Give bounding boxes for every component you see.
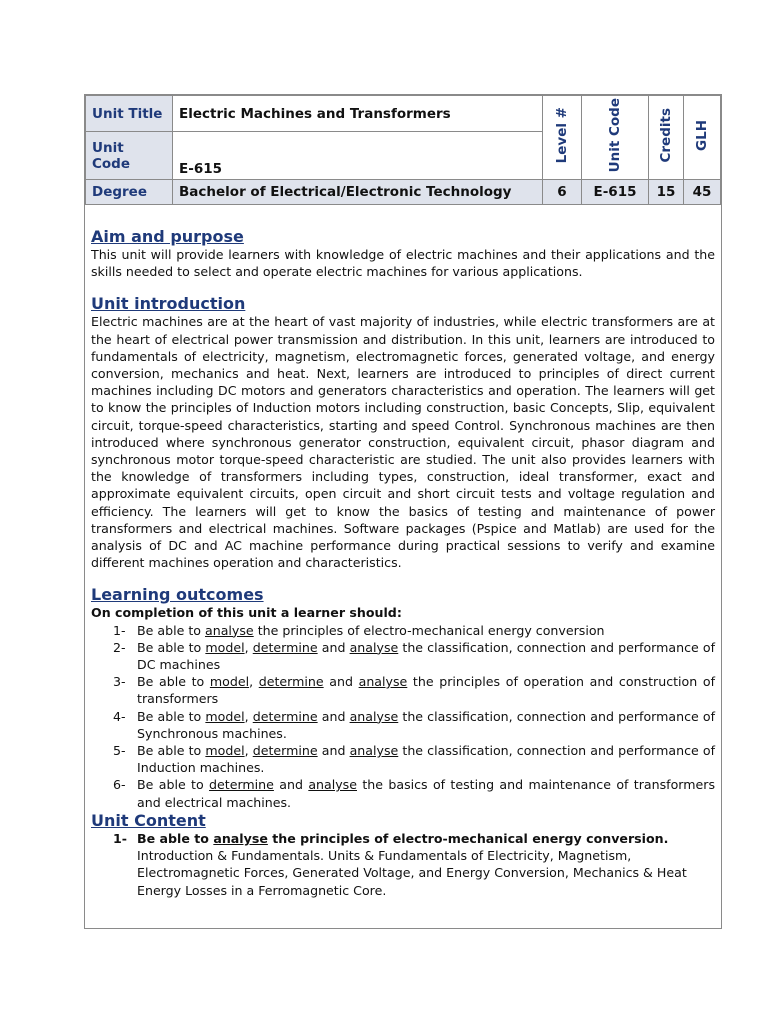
unit-code-label: Unit Code (86, 132, 173, 180)
aim-heading: Aim and purpose (91, 227, 244, 246)
content-heading: Unit Content (91, 810, 206, 830)
intro-heading: Unit introduction (91, 294, 246, 314)
content-item-text: Introduction & Fundamentals. Units & Fundamentals of Electricity, Magnetism, Electromagnetic Forces, Generated Voltage, and Energy Conversion, Mechanics & Heat Energy Losses in a Ferromagnetic Core. (137, 848, 687, 898)
degree-label: Degree (86, 180, 173, 205)
credits-value: 15 (649, 180, 684, 205)
unit-code-column-header: Unit Code (582, 96, 649, 180)
level-column-header: Level # (543, 96, 582, 180)
outcome-item: 3- Be able to model, determine and analyse the principles of operation and construction of transformers (113, 674, 716, 707)
code-value: E-615 (582, 180, 649, 205)
outcome-item: 4- Be able to model, determine and analyse the classification, connection and performance of Synchronous machines. (113, 708, 716, 741)
outcome-item: 5- Be able to model, determine and analyse the classification, connection and performance of Induction machines. (113, 743, 716, 776)
unit-body (91, 227, 715, 899)
glh-value: 45 (684, 180, 721, 205)
intro-text: Electric machines are at the heart of vast majority of industries, while electric transformers are at the heart of electrical power transmission and distribution. In this unit, learners are introduced to fundamentals of electricity, magnetism, electromagnetic forces, generated voltage, and energy conversion, mechanics and heat. Next, learners are introduced to principles of direct current machines including DC motors and generators characteristics and operation. The learners will get to know the principles of Induction motors including construction, basic Concepts, Slip, equivalent circuit, torque-speed characteristics, starting and speed Control. Synchronous machines are then introduced where synchronous generator construction, equivalent circuit, phasor diagram and synchronous motor torque-speed characteristic are studied. The unit also provides learners with the knowledge of transformers including types, construction, ideal transformer, exact and approximate equivalent circuits, open circuit and short circuit tests and voltage regulation and efficiency. The learners will get to know the basics of testing and maintenance of power transformers and electrical machines. Software packages (Pspice and Matlab) are used for the analysis of DC and AC machine performance during practical sessions to verify and examine different machines operation and characteristics. (91, 314, 715, 571)
outcomes-heading: Learning outcomes (91, 585, 264, 605)
degree-value: Bachelor of Electrical/Electronic Technology (173, 180, 543, 205)
glh-column-header: GLH (684, 96, 721, 180)
unit-title-label: Unit Title (86, 96, 173, 132)
aim-text: This unit will provide learners with knowledge of electric machines and their applications and the skills needed to select and operate electric machines for various applications. (91, 247, 715, 280)
unit-title-value: Electric Machines and Transformers (173, 96, 543, 132)
outcome-item: 6- Be able to determine and analyse the basics of testing and maintenance of transformers and electrical machines. (113, 777, 716, 810)
credits-column-header: Credits (649, 96, 684, 180)
outcomes-list (91, 622, 715, 811)
unit-document (84, 94, 722, 929)
content-item-title: 1- Be able to analyse the principles of electro-mechanical energy conversion. (113, 830, 669, 846)
outcomes-lead: On completion of this unit a learner should: (91, 605, 402, 621)
unit-code-value: E-615 (173, 132, 543, 180)
unit-header-table (85, 95, 721, 205)
outcome-item: 2- Be able to model, determine and analyse the classification, connection and performance of DC machines (113, 639, 716, 673)
outcome-item: 1- Be able to analyse the principles of electro-mechanical energy conversion (113, 622, 605, 638)
level-value: 6 (543, 180, 582, 205)
